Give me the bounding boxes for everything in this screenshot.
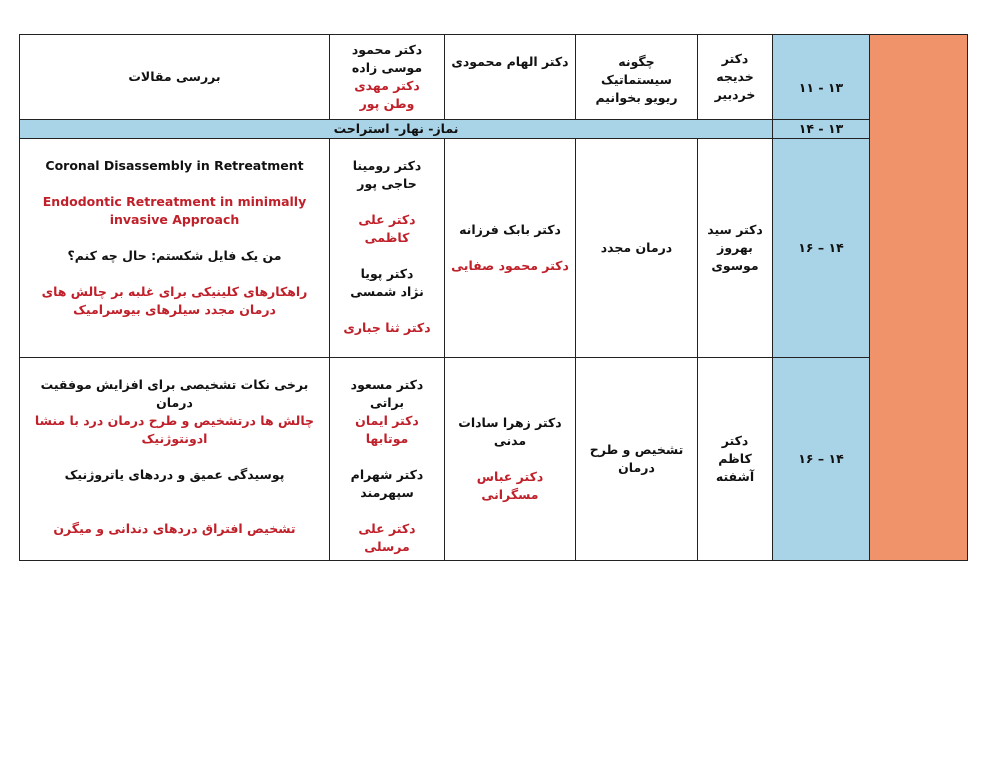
- side-band: [870, 35, 968, 561]
- moderator-name: دکتر زهرا سادات مدنی: [458, 415, 562, 448]
- chair-line: بهروز: [717, 240, 753, 255]
- moderator-name: دکتر عباس مسگرانی: [476, 469, 544, 502]
- talk-title: Endodontic Retreatment in minimally invasive Approach: [42, 194, 307, 227]
- time-cell: [773, 120, 870, 139]
- chair-line: دکتر سید: [707, 222, 763, 237]
- moderator-name: دکتر بابک فرزانه: [459, 222, 561, 237]
- speaker-name: دکتر مهدی: [354, 78, 420, 93]
- speakers-cell: [330, 35, 445, 120]
- speaker-name: موسی زاده: [351, 60, 423, 75]
- chair-line: خدیجه: [716, 69, 754, 84]
- talk-title: Coronal Disassembly in Retreatment: [45, 158, 304, 173]
- talk-title: برخی نکات تشخیصی برای افزایش موفقیت درمان: [40, 377, 309, 410]
- time-cell: [773, 35, 870, 120]
- table-row: [20, 139, 968, 358]
- chair-line: دکتر کاظم: [718, 433, 752, 466]
- chair-line: آشفته: [715, 469, 755, 484]
- talk-title: بررسی مقالات: [128, 69, 221, 84]
- talks-cell: [20, 358, 330, 561]
- talk-title: تشخیص افتراق دردهای دندانی و میگرن: [53, 521, 296, 536]
- time-cell: [773, 139, 870, 358]
- speaker-name: وطن پور: [359, 96, 415, 111]
- moderator-name: دکتر محمود صفایی: [451, 258, 569, 273]
- chair-line: دکتر: [721, 51, 749, 66]
- moderator-cell: [445, 358, 576, 561]
- time-cell: [773, 358, 870, 561]
- talks-cell: [20, 35, 330, 120]
- time-label: ۱۴ – ۱۶: [798, 451, 844, 466]
- topic-cell: [576, 139, 698, 358]
- speaker-name: دکتر ثنا جباری: [343, 320, 431, 335]
- table-row: [20, 35, 968, 120]
- topic-line: چگونه سیستماتیک: [601, 54, 672, 87]
- talk-title: پوسیدگی عمیق و دردهای یاتروژنیک: [64, 467, 285, 482]
- talk-title: من یک فایل شکستم: حال چه کنم؟: [67, 248, 282, 263]
- chair-line: موسوی: [711, 258, 759, 273]
- speaker-name: دکتر مسعود براتی: [350, 377, 424, 410]
- break-label: نماز- نهار- استراحت: [333, 121, 459, 136]
- speaker-name: سپهرمند: [360, 485, 414, 500]
- speaker-name: حاجی پور: [357, 176, 417, 191]
- chair-cell: [698, 358, 773, 561]
- moderator-cell: [445, 139, 576, 358]
- talks-cell: [20, 139, 330, 358]
- moderator-cell: [445, 35, 576, 120]
- speakers-cell: [330, 358, 445, 561]
- topic-cell: [576, 35, 698, 120]
- speaker-name: دکتر شهرام: [350, 467, 424, 482]
- moderator-name: دکتر الهام محمودی: [451, 54, 569, 69]
- table-row: [20, 358, 968, 561]
- chair-cell: [698, 139, 773, 358]
- speaker-name: دکتر محمود: [351, 42, 423, 57]
- speaker-name: دکتر علی مرسلی: [358, 521, 416, 554]
- time-label: ۱۱ - ۱۳: [798, 80, 844, 95]
- time-label: ۱۳ - ۱۴: [798, 121, 844, 136]
- chair-line: خردبیر: [714, 87, 756, 102]
- topic-line: درمان: [618, 460, 655, 475]
- speaker-name: دکتر رومینا: [352, 158, 422, 173]
- talk-title: راهکارهای کلینیکی برای غلبه بر چالش های درمان مجدد سیلرهای بیوسرامیک: [41, 284, 308, 317]
- speakers-cell: [330, 139, 445, 358]
- chair-cell: [698, 35, 773, 120]
- topic-line: ریویو بخوانیم: [595, 90, 678, 105]
- schedule-table: [19, 34, 968, 561]
- speaker-name: نژاد شمسی: [350, 284, 424, 299]
- topic-cell: [576, 358, 698, 561]
- talk-title: چالش ها درتشخیص و طرح درمان درد با منشا ادونتوژنیک: [34, 413, 315, 446]
- table-row-break: [20, 120, 968, 139]
- break-cell: [20, 120, 773, 139]
- topic-line: تشخیص و طرح: [589, 442, 684, 457]
- speaker-name: دکتر پویا: [360, 266, 414, 281]
- time-label: ۱۴ – ۱۶: [798, 240, 844, 255]
- topic-line: درمان مجدد: [600, 240, 673, 255]
- speaker-name: دکتر ایمان موتابها: [355, 413, 419, 446]
- speaker-name: دکتر علی کاظمی: [358, 212, 416, 245]
